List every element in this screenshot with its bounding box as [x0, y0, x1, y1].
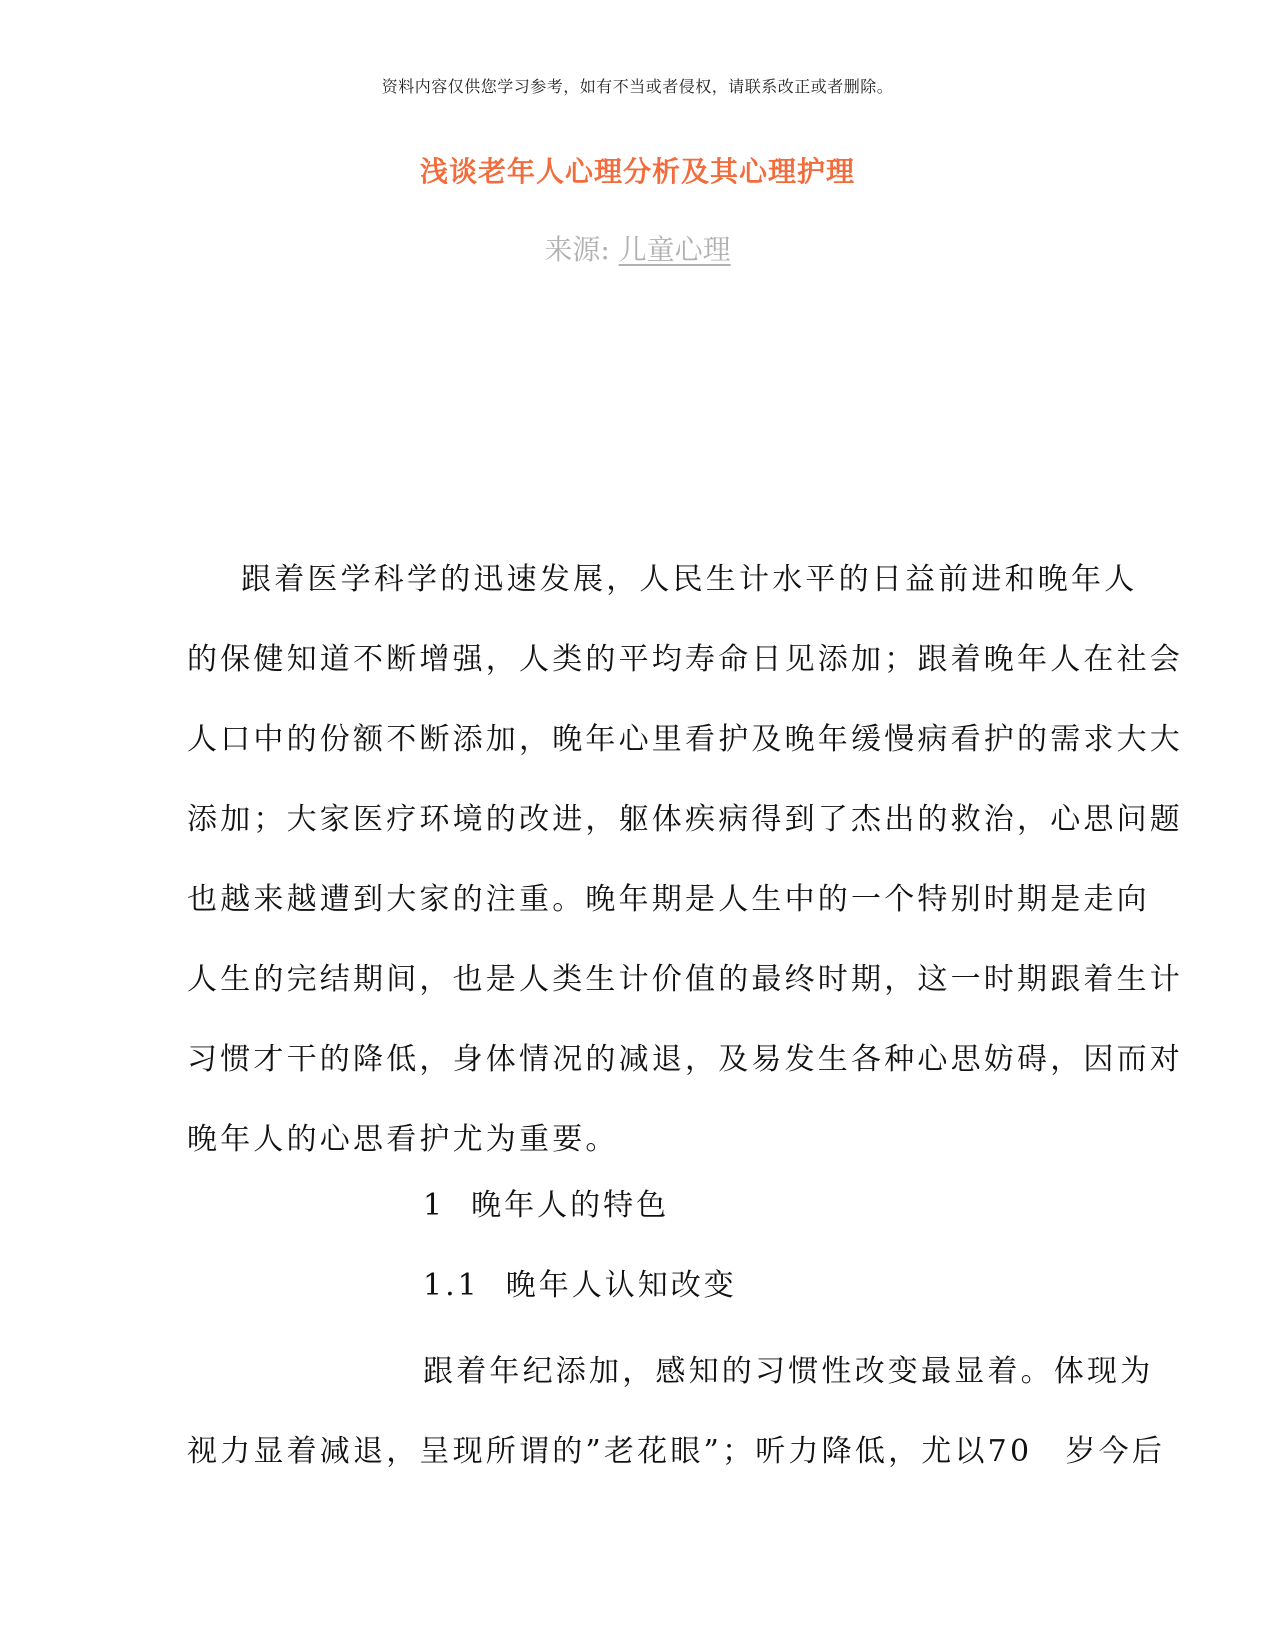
- section-number: 1.1: [423, 1268, 480, 1303]
- section-heading-1-1: [423, 1260, 737, 1304]
- section-heading-1: [423, 1180, 669, 1224]
- disclaimer-header: 资料内容仅供您学习参考，如有不当或者侵权，请联系改正或者删除。: [381, 77, 894, 96]
- document-title: 浅谈老年人心理分析及其心理护理: [419, 155, 855, 188]
- paragraph-line: 人生的完结期间，也是人类生计价值的最终时期，这一时期跟着生计: [187, 962, 1183, 997]
- paragraph-line: 跟着医学科学的迅速发展，人民生计水平的日益前进和晚年人: [241, 562, 1138, 597]
- paragraph-line: 添加；大家医疗环境的改进，躯体疾病得到了杰出的救治，心思问题: [187, 802, 1183, 837]
- paragraph-line: 也越来越遭到大家的注重。晚年期是人生中的一个特别时期是走向: [187, 882, 1150, 917]
- paragraph-line: 人口中的份额不断添加，晚年心里看护及晚年缓慢病看护的需求大大: [187, 722, 1183, 757]
- section-title: 晚年人的特色: [471, 1188, 670, 1223]
- paragraph-line: 跟着年纪添加，感知的习惯性改变最显着。体现为: [423, 1354, 1154, 1389]
- intro-paragraph: [187, 540, 1183, 1180]
- section-1-1-paragraph: [187, 1332, 1166, 1492]
- section-number: 1: [423, 1188, 446, 1223]
- paragraph-line: 的保健知道不断增强，人类的平均寿命日见添加；跟着晚年人在社会: [187, 642, 1183, 677]
- paragraph-line: 视力显着减退，呈现所谓的”老花眼”；听力降低，尤以70 岁今后: [187, 1434, 1166, 1469]
- source-label: 来源:: [544, 233, 610, 266]
- section-title: 晚年人认知改变: [505, 1268, 737, 1303]
- source-line: [0, 228, 1275, 268]
- paragraph-line: 习惯才干的降低，身体情况的减退，及易发生各种心思妨碍，因而对: [187, 1042, 1183, 1077]
- source-link[interactable]: 儿童心理: [618, 233, 731, 266]
- paragraph-line: 晚年人的心思看护尤为重要。: [187, 1122, 619, 1157]
